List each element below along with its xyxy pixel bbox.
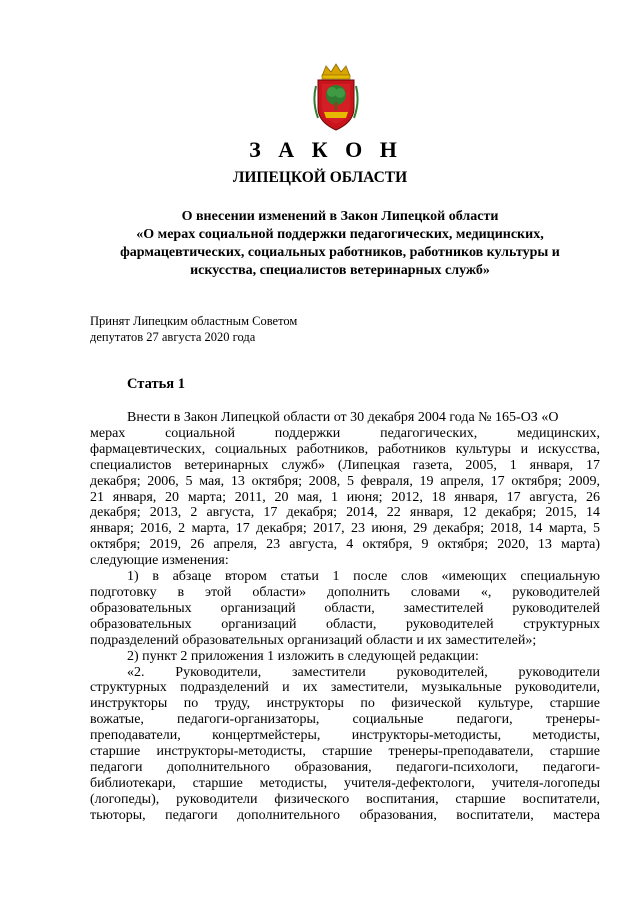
body-line: декабря; 2013, 2 августа, 17 декабря; 2014, 22 января, 12 декабря; 2015, 14 [90,505,600,521]
body-line: образовательных организаций области, руководителей структурных [90,616,600,632]
body-line: октября; 2019, 26 апреля, 23 августа, 4 октября, 9 октября; 2020, 13 марта) [90,537,600,553]
subject-line: «О мерах социальной поддержки педагогических, медицинских, [136,227,544,242]
article-body [90,410,600,824]
body-line: мерах социальной поддержки педагогических, медицинских, [90,425,600,441]
region-title: ЛИПЕЦКОЙ ОБЛАСТИ [232,169,408,186]
body-line: 21 января, 20 марта; 2011, 20 мая, 1 июня; 2012, 18 января, 17 августа, 26 [90,489,600,505]
body-line: 1) в абзаце втором статьи 1 после слов «имеющих специальную [127,569,600,585]
subject-line: фармацевтических, социальных работников, работников культуры и [120,245,560,260]
body-line: педагоги дополнительного образования, педагоги-психологи, педагоги- [90,759,600,775]
body-line: (логопеды), руководители физического воспитания, старшие воспитатели, [90,791,600,807]
body-line: 2) пункт 2 приложения 1 изложить в следующей редакции: [127,648,479,664]
body-line: библиотекари, старшие методисты, учителя-дефектологи, учителя-логопеды [90,775,600,791]
body-line: образовательных организаций области, заместителей руководителей [90,600,600,616]
law-subject [90,208,590,280]
body-line: января; 2016, 2 марта, 17 декабря; 2017, 23 июня, 29 декабря; 2018, 14 марта, 5 [90,521,600,537]
article-heading: Статья 1 [127,376,185,392]
adoption-note [90,313,297,345]
body-line: инструкторы по труду, инструкторы по физической культуре, старшие [90,696,600,712]
subject-line: искусства, специалистов ветеринарных служб» [190,263,490,278]
body-line: декабря; 2006, 5 мая, 13 октября; 2008, 5 февраля, 19 апреля, 17 октября; 2009, [90,473,600,489]
body-line: преподаватели, концертмейстеры, инструкторы-методисты, методисты, [90,728,600,744]
document-title: З А К О Н [249,137,403,162]
adoption-line: Принят Липецким областным Советом [90,314,298,328]
body-line: тьюторы, педагоги дополнительного образования, воспитатели, мастера [90,807,600,823]
subject-line: О внесении изменений в Закон Липецкой области [181,209,499,224]
body-line: структурных подразделений и их заместители, музыкальные руководители, [90,680,600,696]
body-line: специалистов ветеринарных служб» (Липецкая газета, 2005, 1 января, 17 [90,457,600,473]
body-line: вожатые, педагоги-организаторы, социальные педагоги, тренеры- [90,712,600,728]
body-line: подготовку в этой области» дополнить словами «, руководителей [90,584,600,600]
body-line: фармацевтических, социальных работников, работников культуры и искусства, [90,441,600,457]
coat-of-arms-icon [312,62,360,132]
body-line: Внести в Закон Липецкой области от 30 декабря 2004 года № 165-ОЗ «О [127,410,559,425]
body-line: старшие инструкторы-методисты, старшие тренеры-преподаватели, старшие [90,744,600,760]
adoption-line: депутатов 27 августа 2020 года [90,330,256,344]
body-line: «2. Руководители, заместители руководителей, руководители [127,664,600,680]
body-line: следующие изменения: [90,553,229,569]
body-line: подразделений образовательных организаций области и их заместителей»; [90,632,537,648]
